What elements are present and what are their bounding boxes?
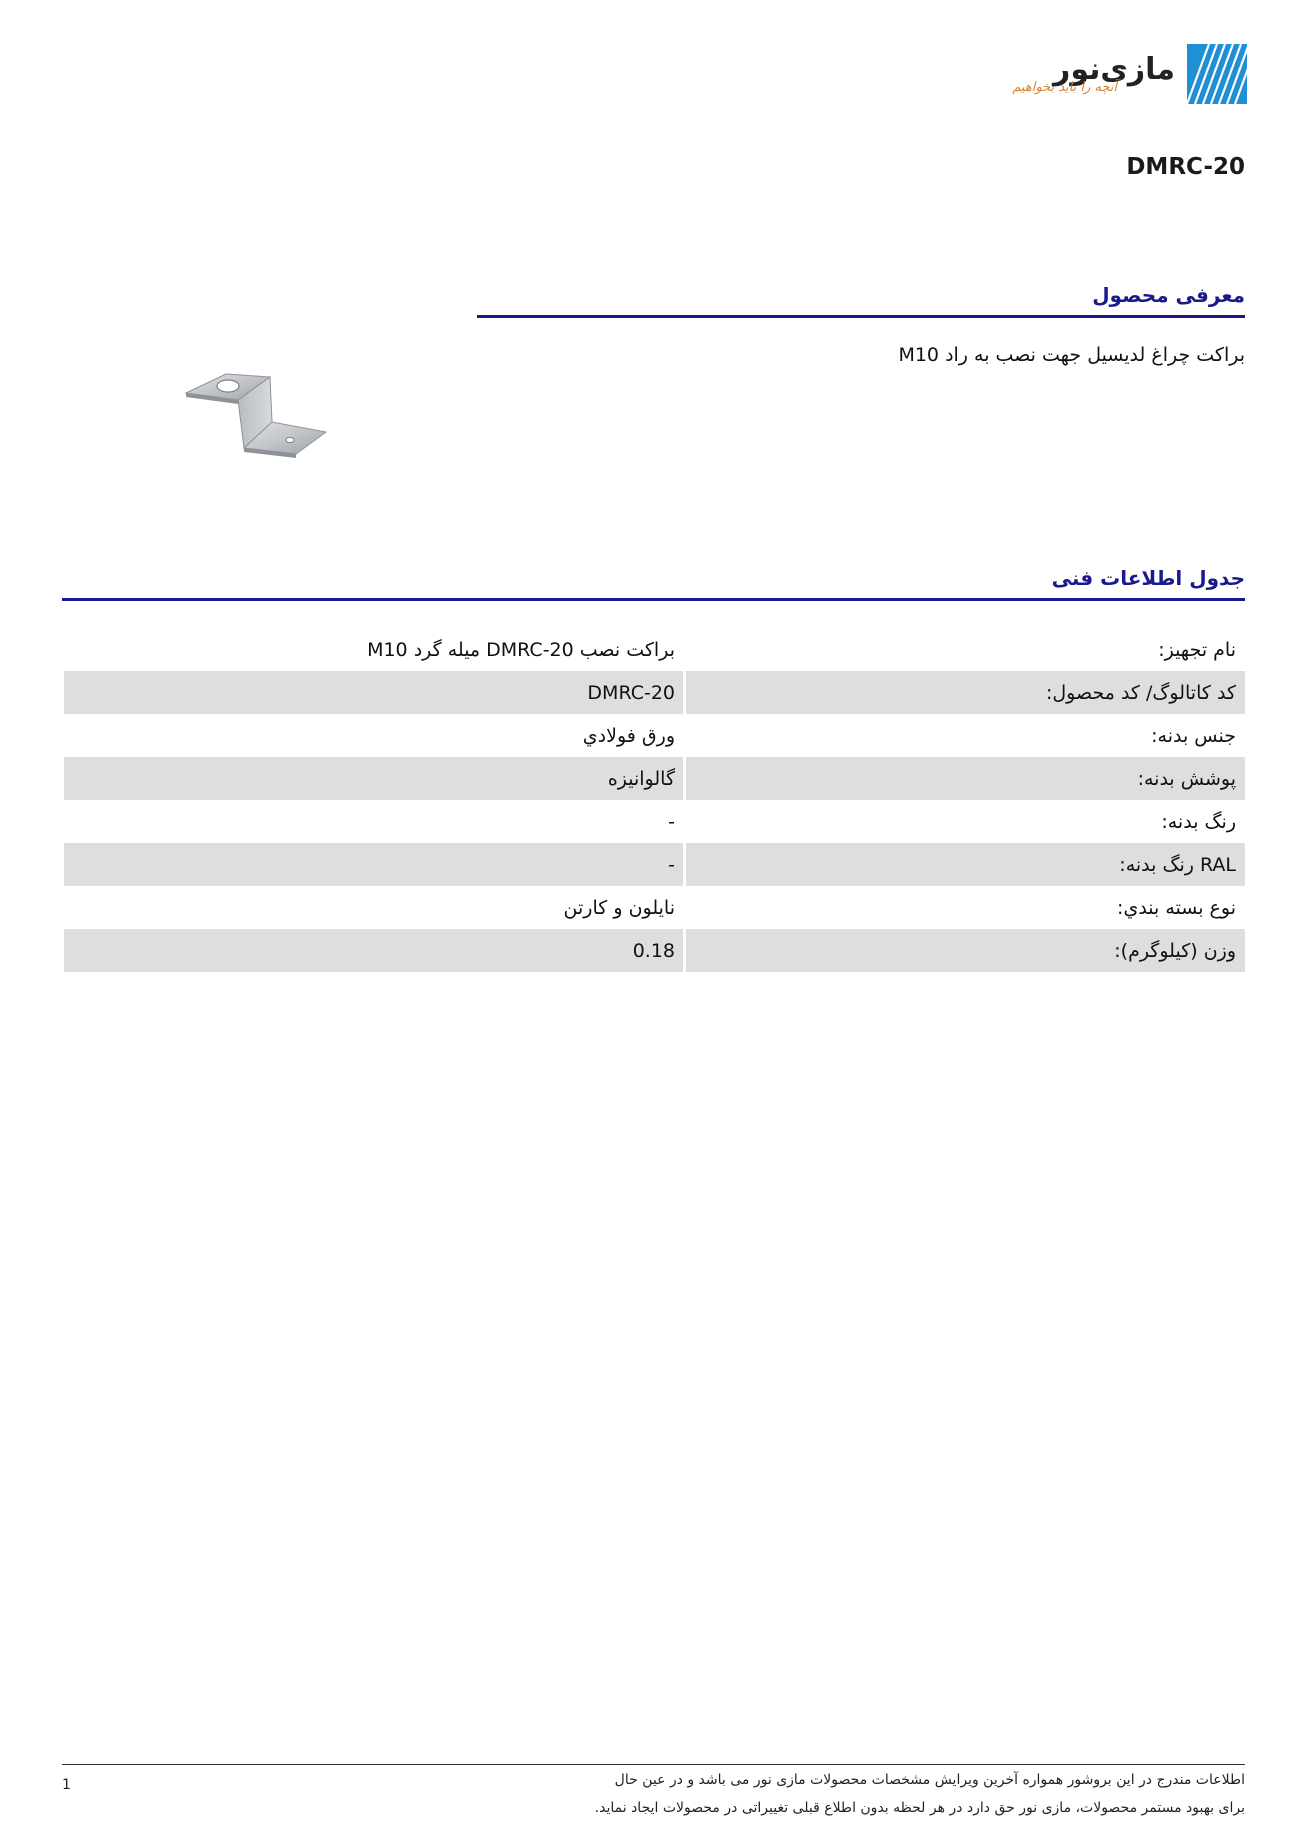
table-row — [64, 671, 1245, 714]
spec-label: نوع بسته بندي: — [1117, 896, 1236, 919]
intro-section-title: معرفی محصول — [1092, 283, 1245, 307]
spec-table — [64, 628, 1245, 972]
spec-value: براکت نصب DMRC-20 میله گرد M10 — [367, 638, 675, 661]
spec-value: نایلون و کارتن — [563, 896, 675, 919]
page-number: 1 — [62, 1777, 71, 1793]
spec-label: جنس بدنه: — [1151, 724, 1236, 747]
spec-section-title: جدول اطلاعات فنی — [1051, 566, 1245, 590]
table-row — [64, 757, 1245, 800]
footer-disclaimer-line-2: برای بهبود مستمر محصولات، مازی نور حق دارد در هر لحظه بدون اطلاع قبلی تغییراتی در محصولات ایجاد نماید. — [594, 1800, 1245, 1816]
spec-value: - — [668, 810, 675, 833]
spec-label: رنگ بدنه: — [1161, 810, 1236, 833]
spec-value: ورق فولادي — [582, 724, 675, 747]
table-row — [64, 886, 1245, 929]
spec-value: - — [64, 843, 683, 886]
table-row — [64, 929, 1245, 972]
footer-disclaimer-line-1: اطلاعات مندرج در این بروشور همواره آخرین ویرایش مشخصات محصولات مازی نور می باشد و در عین حال — [614, 1772, 1245, 1788]
logo-tagline: آنچه را باید بخواهیم — [1012, 80, 1117, 95]
bracket-product-image — [178, 360, 338, 460]
table-row — [64, 628, 1245, 671]
spec-label: نام تجهیز: — [1158, 638, 1236, 661]
footer-divider — [62, 1764, 1245, 1765]
spec-label: RAL رنگ بدنه: — [686, 843, 1245, 886]
company-logo-icon — [1187, 44, 1247, 104]
spec-label: وزن (کیلوگرم): — [686, 929, 1245, 972]
spec-value: گالوانیزه — [64, 757, 683, 800]
intro-divider — [477, 315, 1245, 318]
spec-divider — [62, 598, 1245, 601]
table-row — [64, 800, 1245, 843]
company-logo — [1007, 44, 1247, 114]
product-description: براکت چراغ لدیسیل جهت نصب به راد M10 — [898, 344, 1245, 366]
spec-value: 0.18 — [64, 929, 683, 972]
spec-value: DMRC-20 — [64, 671, 683, 714]
logo-wordmark: مازی‌نور — [1053, 52, 1175, 87]
spec-label: کد کاتالوگ/ کد محصول: — [686, 671, 1245, 714]
product-code-heading: DMRC-20 — [1126, 154, 1245, 180]
table-row — [64, 714, 1245, 757]
table-row — [64, 843, 1245, 886]
spec-label: پوشش بدنه: — [686, 757, 1245, 800]
